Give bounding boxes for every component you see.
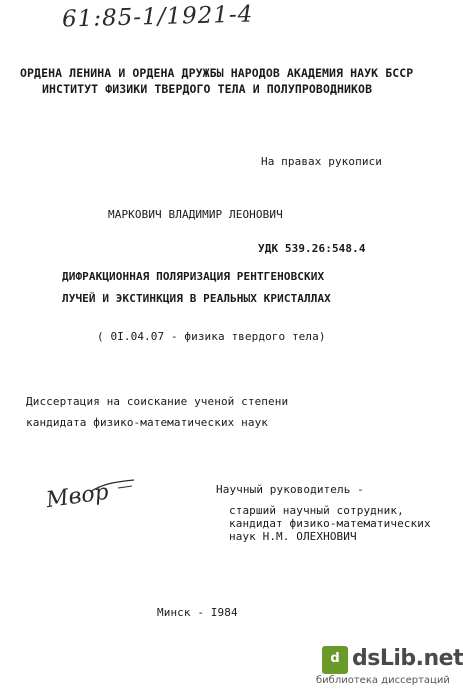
supervisor-line-1: Научный руководитель - — [216, 483, 364, 496]
supervisor-line-2: старший научный сотрудник, — [229, 504, 404, 517]
udc-code: УДК 539.26:548.4 — [258, 242, 366, 255]
signature-flourish — [88, 478, 138, 498]
dslib-logo-icon: d — [322, 646, 348, 674]
title-line-2: ЛУЧЕЙ И ЭКСТИНКЦИЯ В РЕАЛЬНЫХ КРИСТАЛЛАХ — [62, 292, 331, 305]
specialty-code: ( 0I.04.07 - физика твердого тела) — [97, 330, 326, 343]
watermark-title: dsLib.net — [352, 646, 463, 671]
handwriting-underline — [46, 476, 47, 477]
watermark-subtitle: библиотека диссертаций — [316, 675, 450, 686]
place-year: Минск - I984 — [157, 606, 238, 619]
dissertation-line-2: кандидата физико-математических наук — [26, 416, 269, 429]
handwritten-catalog-number: 61:85-1/1921-4 — [61, 1, 254, 33]
signature: Мвор — [44, 479, 111, 514]
title-line-1: ДИФРАКЦИОННАЯ ПОЛЯРИЗАЦИЯ РЕНТГЕНОВСКИХ — [62, 270, 325, 283]
dissertation-line-1: Диссертация на соискание ученой степени — [26, 395, 289, 408]
supervisor-line-3: кандидат физико-математических — [229, 517, 431, 530]
header-line-1: ОРДЕНА ЛЕНИНА И ОРДЕНА ДРУЖБЫ НАРОДОВ АКАДЕМИЯ НАУК БССР — [20, 66, 414, 80]
supervisor-line-4: наук Н.М. ОЛЕХНОВИЧ — [229, 530, 357, 543]
author-name: МАРКОВИЧ ВЛАДИМИР ЛЕОНОВИЧ — [108, 208, 283, 221]
header-line-2: ИНСТИТУТ ФИЗИКИ ТВЕРДОГО ТЕЛА И ПОЛУПРОВОДНИКОВ — [42, 82, 373, 96]
rights-note: На правах рукописи — [261, 155, 383, 168]
